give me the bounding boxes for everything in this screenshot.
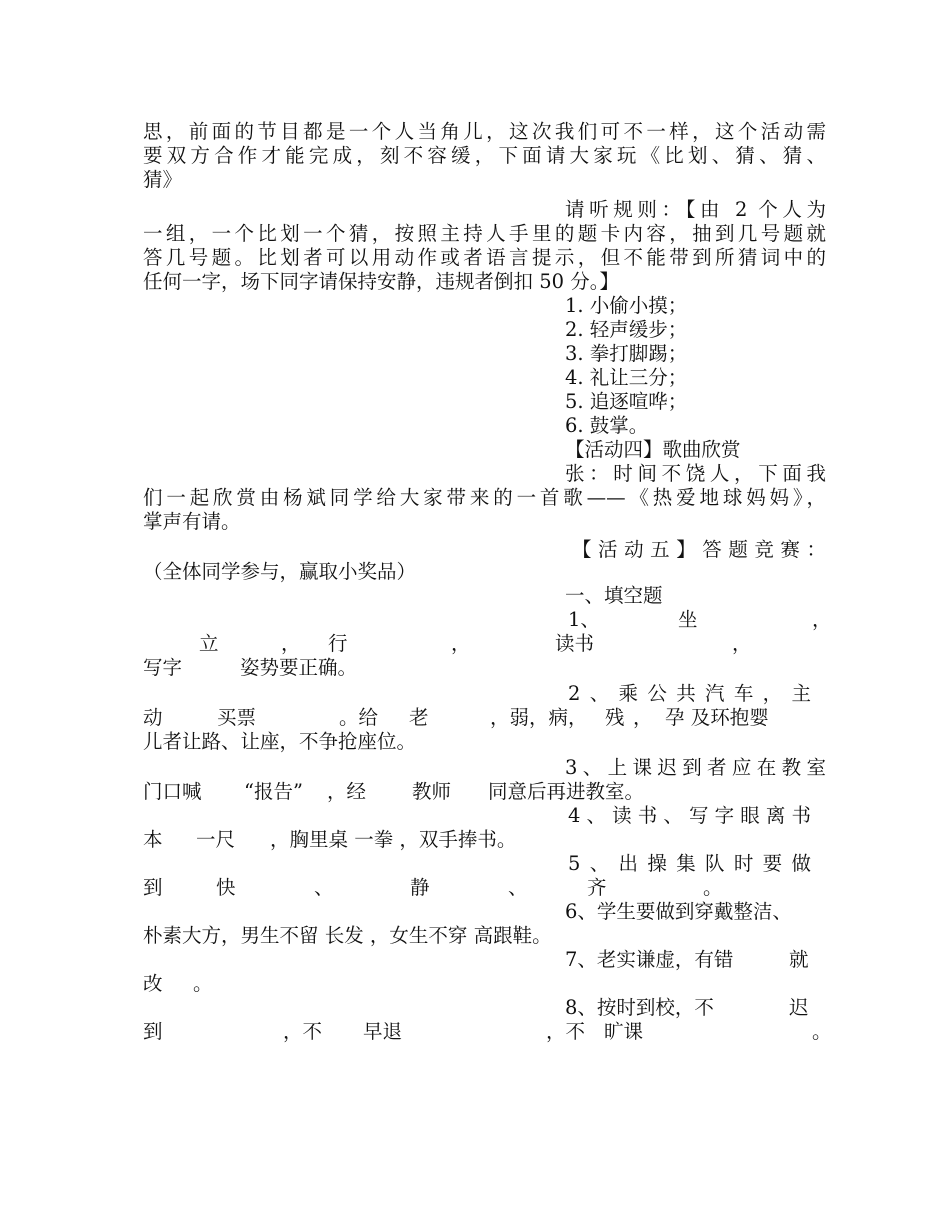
rules-line: 答几号题。比划者可以用动作或者语言提示，但不能带到所猜词中的: [143, 246, 826, 269]
activity-line: 掌声有请。: [143, 510, 241, 533]
question-line: [0, 780, 950, 804]
punctuation: ，: [633, 706, 653, 729]
question-line: [0, 996, 950, 1020]
answer-text: 行: [328, 632, 348, 655]
question-text: 。给: [339, 706, 379, 729]
question-line: [0, 876, 950, 900]
question-text: ，胸里桌 一拳 ，双手捧书。: [270, 828, 517, 851]
punctuation: 。: [812, 1020, 832, 1043]
question-text: 8、按时到校，不: [565, 996, 714, 1019]
answer-text: 坐: [678, 608, 698, 631]
activity-note: （全体同学参与，赢取小奖品）: [143, 560, 417, 583]
answer-text: 改: [143, 972, 163, 995]
rules-line: 一组，一个比划一个猜，按照主持人手里的题卡内容，抽到几号题就: [143, 222, 826, 245]
question-line: 5、出操集队时要做: [568, 852, 811, 875]
list-item: 1. 小偷小摸；: [565, 294, 688, 317]
question-line: 3、上课迟到者应在教室: [565, 756, 826, 779]
answer-text: 就: [789, 948, 809, 971]
question-line: [0, 948, 950, 972]
question-line: [0, 608, 950, 632]
punctuation: 。: [193, 972, 213, 995]
punctuation: ，: [281, 632, 301, 655]
punctuation: ，: [812, 608, 832, 631]
question-text: 本: [143, 828, 163, 851]
question-text: 7、老实谦虚，有错: [565, 948, 734, 971]
answer-text: 静: [410, 876, 430, 899]
answer-text: 写字: [143, 656, 183, 679]
punctuation: ，: [451, 632, 471, 655]
answer-text: 到: [143, 1020, 163, 1043]
answer-text: 残: [605, 706, 625, 729]
activity-line: 们一起欣赏由杨斌同学给大家带来的一首歌——《热爱地球妈妈》，: [143, 486, 826, 509]
question-text: 动: [143, 706, 163, 729]
question-text: 同意后再进教室。: [488, 780, 645, 803]
question-text: 门口喊: [143, 780, 202, 803]
answer-text: 旷课: [604, 1020, 644, 1043]
paragraph-line: 要双方合作才能完成，刻不容缓，下面请大家玩《比划、猜、猜、: [143, 144, 826, 167]
activity-heading: 【活动五】答题竞赛：: [572, 538, 826, 561]
punctuation: 。: [703, 876, 723, 899]
question-line: 6、学生要做到穿戴整洁、: [565, 900, 792, 923]
question-line: 4、读书、写字眼离书: [568, 804, 811, 827]
answer-text: 一尺: [196, 828, 236, 851]
question-number: 1、: [568, 608, 600, 631]
punctuation: 、: [314, 876, 334, 899]
question-text: ，不: [546, 1020, 586, 1043]
question-text: ，经: [327, 780, 367, 803]
answer-text: 老: [409, 706, 429, 729]
answer-text: 读书: [555, 632, 595, 655]
list-item: 4. 礼让三分；: [565, 366, 688, 389]
question-line: [0, 828, 950, 852]
list-item: 2. 轻声缓步；: [565, 318, 688, 341]
question-text: ，弱，病，: [490, 706, 588, 729]
list-item: 3. 拳打脚踢；: [565, 342, 688, 365]
question-line: [0, 632, 950, 656]
rules-line: 请听规则：【由 2 个人为: [565, 198, 826, 221]
question-text: 到: [143, 876, 163, 899]
activity-heading: 【活动四】歌曲欣赏: [565, 438, 741, 461]
question-line: [0, 656, 950, 680]
activity-line: 张：时间不饶人，下面我: [565, 462, 826, 485]
answer-text: 早退: [363, 1020, 403, 1043]
question-line: [0, 706, 950, 730]
question-text: 孕 及环抱婴: [665, 706, 769, 729]
list-item: 6. 鼓掌。: [565, 414, 649, 437]
paragraph-line: 猜》: [143, 168, 183, 191]
question-text: 姿势要正确。: [240, 656, 358, 679]
list-item: 5. 追逐喧哗；: [565, 390, 688, 413]
answer-text: 快: [216, 876, 236, 899]
answer-text: 买票: [217, 706, 257, 729]
punctuation: 、: [508, 876, 528, 899]
question-line: [0, 1020, 950, 1044]
answer-text: 教师: [412, 780, 452, 803]
question-line: [0, 972, 950, 996]
answer-text: 立: [199, 632, 219, 655]
section-heading: 一、填空题: [565, 584, 663, 607]
question-text: ，不: [283, 1020, 323, 1043]
question-line: 2、乘公共汽车，主: [568, 682, 811, 705]
answer-text: 迟: [789, 996, 809, 1019]
answer-text: “报告”: [244, 780, 303, 803]
rules-line: 任何一字，场下同字请保持安静，违规者倒扣 50 分。】: [143, 270, 619, 293]
question-line: 朴素大方，男生不留 长发 ，女生不穿 高跟鞋。: [143, 924, 552, 947]
paragraph-line: 思，前面的节目都是一个人当角儿，这次我们可不一样，这个活动需: [143, 120, 826, 143]
punctuation: ，: [732, 632, 752, 655]
question-line: 儿者让路、让座，不争抢座位。: [143, 730, 417, 753]
answer-text: 齐: [587, 876, 607, 899]
